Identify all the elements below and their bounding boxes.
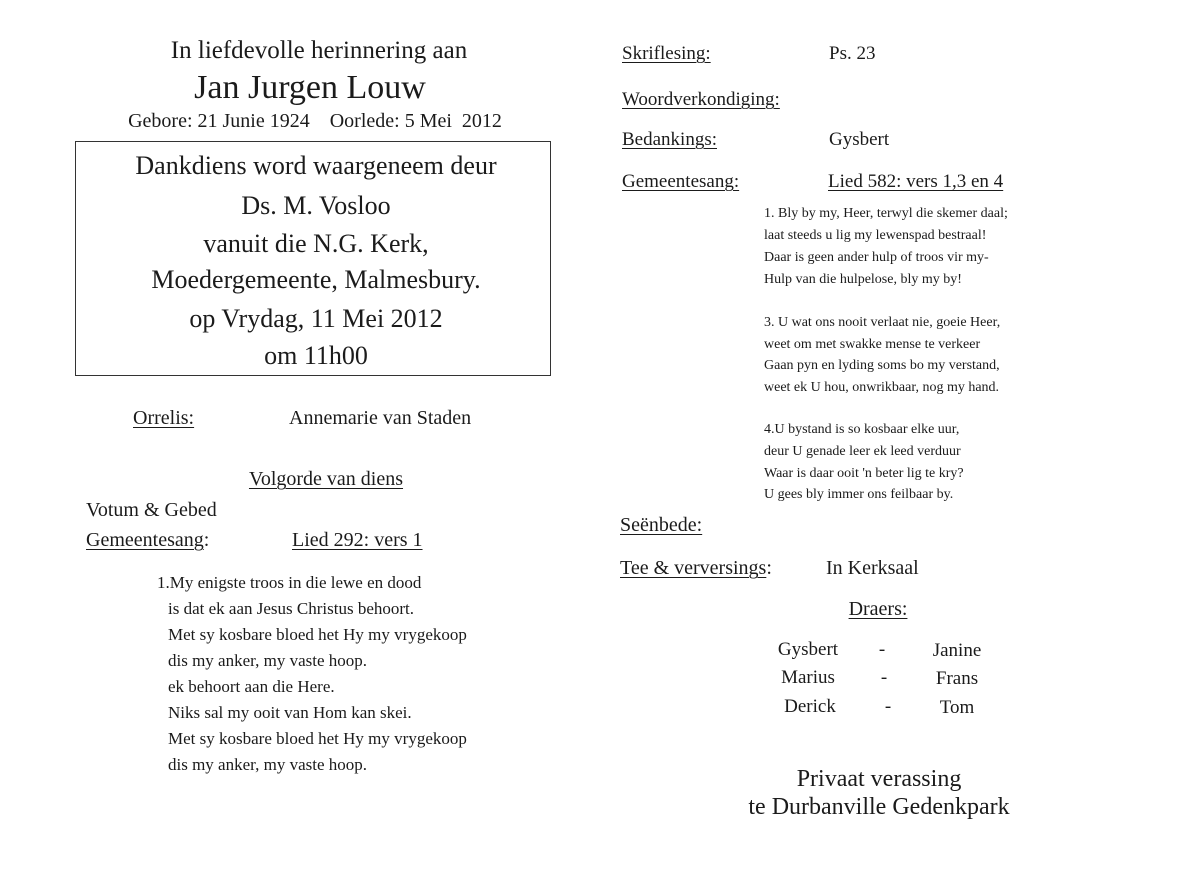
- organist-label: Orrelis:: [133, 407, 195, 429]
- pallbearer-dash: -: [878, 639, 886, 660]
- pallbearer-left: Derick: [784, 696, 836, 717]
- service-time: om 11h00: [264, 341, 368, 370]
- service-officiant-intro: Dankdiens word waargeneem deur: [135, 151, 497, 180]
- pallbearer-left: Gysbert: [777, 639, 839, 660]
- pallbearer-dash: -: [880, 667, 888, 688]
- hymn1-line: is dat ek aan Jesus Christus behoort.: [168, 599, 414, 618]
- scripture-reading-value: Ps. 23: [829, 43, 876, 64]
- hymn2-line: Waar is daar ooit 'n beter lig te kry?: [764, 466, 964, 481]
- deceased-name: Jan Jurgen Louw: [194, 69, 426, 106]
- service-officiant: Ds. M. Vosloo: [241, 191, 391, 220]
- refreshments-label: [620, 557, 772, 580]
- order-of-service-heading: Volgorde van diens: [248, 468, 404, 490]
- sermon-label: Woordverkondiging:: [622, 89, 780, 110]
- service-church: vanuit die N.G. Kerk,: [203, 229, 429, 258]
- hymn2-line: Gaan pyn en lyding soms bo my verstand,: [764, 358, 1000, 373]
- hymn2-line: deur U genade leer ek leed verduur: [764, 444, 961, 459]
- cremation-note: Privaat verassing: [796, 766, 962, 792]
- hymn1-line: 1.My enigste troos in die lewe en dood: [157, 573, 422, 592]
- pallbearer-right: Frans: [935, 668, 979, 689]
- hymn1-line: Met sy kosbare bloed het Hy my vrygekoop: [168, 729, 467, 748]
- memorial-intro: In liefdevolle herinnering aan: [170, 37, 468, 64]
- hymn2-line: weet om met swakke mense te verkeer: [764, 337, 981, 352]
- organist-name: Annemarie van Staden: [289, 407, 472, 429]
- refreshments-location: In Kerksaal: [826, 557, 919, 579]
- votum-item: Votum & Gebed: [86, 499, 217, 521]
- hymn2-line: Daar is geen ander hulp of troos vir my-: [764, 250, 989, 265]
- congregational-hymn-label: [86, 529, 209, 552]
- thanks-label: Bedankings:: [622, 129, 717, 150]
- thanks-value: Gysbert: [829, 129, 890, 150]
- hymn2-line: 1. Bly by my, Heer, terwyl die skemer daal;: [764, 206, 1008, 221]
- hymn1-line: Met sy kosbare bloed het Hy my vrygekoop: [168, 625, 467, 644]
- blessing-label: Seënbede:: [620, 514, 703, 536]
- service-congregation: Moedergemeente, Malmesbury.: [151, 265, 481, 294]
- pallbearer-left: Marius: [781, 667, 835, 688]
- hymn1-line: ek behoort aan die Here.: [168, 677, 335, 696]
- congregational-hymn-colon: :: [203, 529, 210, 551]
- hymn1-line: dis my anker, my vaste hoop.: [168, 755, 368, 774]
- pallbearer-right: Janine: [932, 640, 982, 661]
- pallbearer-right: Tom: [939, 697, 975, 718]
- refreshments-colon: :: [766, 557, 772, 579]
- second-hymn-label: Gemeentesang:: [622, 171, 740, 192]
- scripture-reading-label: Skriflesing:: [622, 43, 711, 64]
- service-date: op Vrydag, 11 Mei 2012: [189, 304, 443, 333]
- pallbearer-dash: -: [884, 696, 892, 717]
- birth-death-dates: Gebore: 21 Junie 1924 Oorlede: 5 Mei 2012: [128, 110, 502, 132]
- pallbearers-heading: Draers:: [848, 598, 908, 620]
- cremation-location: te Durbanville Gedenkpark: [748, 794, 1010, 820]
- hymn2-line: U gees bly immer ons feilbaar by.: [764, 487, 954, 502]
- congregational-hymn-number: Lied 292: vers 1: [292, 529, 423, 551]
- second-hymn-number: Lied 582: vers 1,3 en 4: [828, 171, 1004, 192]
- hymn2-line: 3. U wat ons nooit verlaat nie, goeie Heer,: [764, 315, 1001, 330]
- hymn1-line: dis my anker, my vaste hoop.: [168, 651, 368, 670]
- hymn2-line: laat steeds u lig my lewenspad bestraal!: [764, 228, 987, 243]
- hymn2-line: 4.U bystand is so kosbaar elke uur,: [764, 422, 960, 437]
- congregational-hymn-label-text: Gemeentesang: [86, 529, 204, 551]
- hymn2-line: Hulp van die hulpelose, bly my by!: [764, 272, 962, 287]
- hymn2-line: weet ek U hou, onwrikbaar, nog my hand.: [764, 380, 1000, 395]
- hymn1-line: Niks sal my ooit van Hom kan skei.: [168, 703, 412, 722]
- refreshments-label-text: Tee & verversings: [620, 557, 767, 579]
